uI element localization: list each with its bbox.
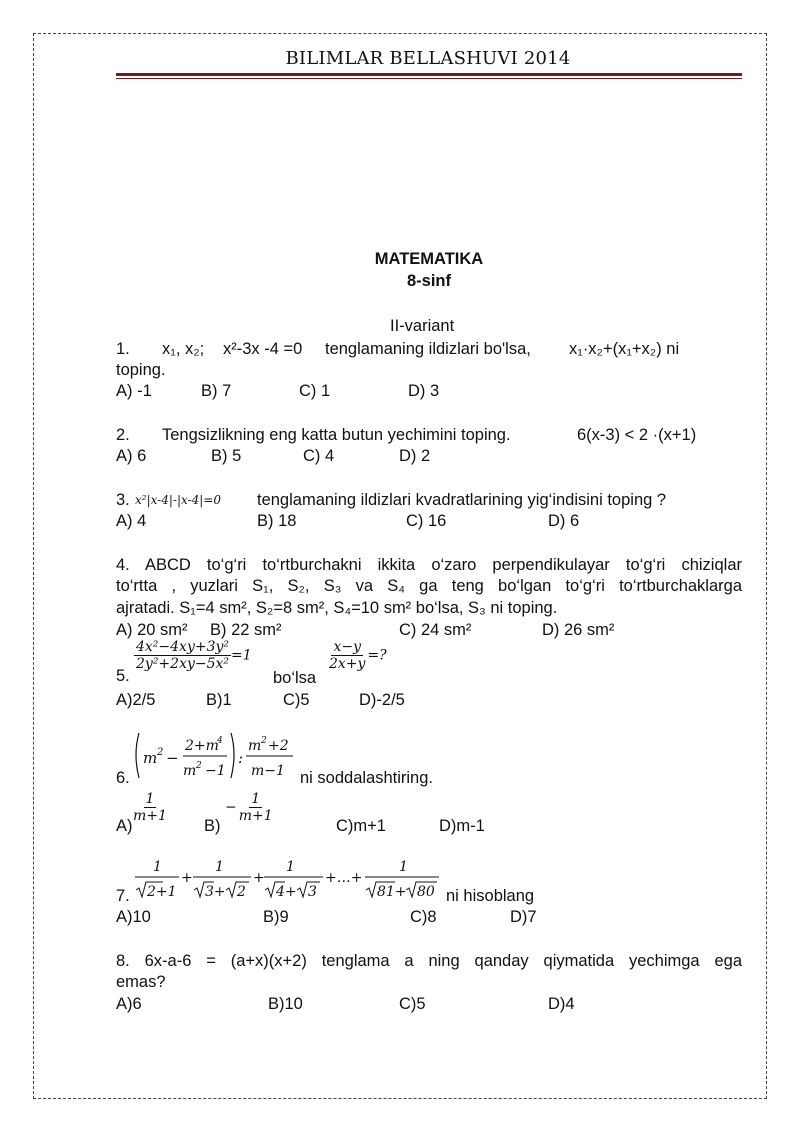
svg-text:2: 2 <box>157 747 164 758</box>
q5-option-b: B)1 <box>206 691 232 709</box>
q3-number: 3. <box>116 491 130 509</box>
q4-line-2: to‘rtta , yuzlari S₁, S₂, S₃ va S₄ ga teng bo‘lgan to‘g‘ri to‘rtburchaklarga <box>116 577 742 595</box>
q2-number: 2. <box>116 426 130 444</box>
q7-option-c: C)8 <box>410 908 437 926</box>
q8-line-2: emas? <box>116 973 166 991</box>
q8-option-a: A)6 <box>116 995 142 1013</box>
q1-equation: x²-3x -4 =0 <box>223 340 303 358</box>
q4-line-3: ajratadi. S₁=4 sm², S₂=8 sm², S₄=10 sm² bo‘lsa, S₃ ni toping. <box>116 599 558 617</box>
q5-formula-1 <box>134 639 252 672</box>
subject-title: MATEMATIKA <box>374 250 484 268</box>
q5-option-a: A)2/5 <box>116 691 156 709</box>
svg-text:+…+: +…+ <box>325 870 363 886</box>
header-rule-thick <box>116 73 742 76</box>
svg-text:2: 2 <box>237 884 246 900</box>
q1-expression: x₁·x₂+(x₁+x₂) ni <box>569 340 680 358</box>
svg-text:81+: 81+ <box>377 884 407 900</box>
svg-text:1: 1 <box>215 859 224 875</box>
q5-option-c: C)5 <box>283 691 310 709</box>
q6-text: ni soddalashtiring. <box>300 769 433 787</box>
svg-text:4+: 4+ <box>276 884 297 900</box>
svg-text:m−1: m−1 <box>251 763 285 779</box>
q5-f2-denominator: 2x+y <box>329 656 366 673</box>
q2-expression: 6(x-3) < 2 ·(x+1) <box>577 426 697 444</box>
svg-text:1: 1 <box>153 859 162 875</box>
q7-number: 7. <box>116 887 130 905</box>
q3-option-d: D) 6 <box>548 512 580 530</box>
q7-text: ni hisoblang <box>446 887 535 905</box>
q4-option-a: A) 20 sm² <box>116 621 188 639</box>
q6-number: 6. <box>116 769 130 787</box>
q7-option-a: A)10 <box>116 908 151 926</box>
svg-text:4: 4 <box>217 736 223 746</box>
header-rule-thin <box>116 78 742 79</box>
q5-f1-rhs: =1 <box>231 647 252 664</box>
q6-option-a-label: A) <box>116 817 133 835</box>
q1-vars: x₁, x₂; <box>162 340 205 358</box>
svg-text:−1: −1 <box>205 763 226 779</box>
q4-option-c: C) 24 sm² <box>399 621 472 639</box>
q5-f1-numerator: 4x²−4xy+3y² <box>136 639 230 655</box>
q2-option-d: D) 2 <box>399 447 431 465</box>
q6-option-b-fraction <box>225 791 275 824</box>
q6-option-a-denominator: m+1 <box>133 808 167 825</box>
q3-option-c: C) 16 <box>406 512 447 530</box>
svg-text:m: m <box>248 738 262 754</box>
q5-option-d: D)-2/5 <box>359 691 405 709</box>
q5-f2-numerator: x−y <box>333 639 361 655</box>
q1-option-b: B) 7 <box>201 382 232 400</box>
header-title: BILIMLAR BELLASHUVI 2014 <box>285 48 571 69</box>
q3-option-b: B) 18 <box>257 512 297 530</box>
svg-text:2: 2 <box>196 761 202 771</box>
svg-text:m: m <box>183 763 197 779</box>
svg-text:3: 3 <box>308 884 317 900</box>
q1-option-a: A) -1 <box>116 382 152 400</box>
svg-text:80: 80 <box>417 884 435 900</box>
svg-text:+: + <box>253 870 265 886</box>
q6-option-b-numerator: 1 <box>251 791 261 807</box>
q6-option-b-denominator: m+1 <box>238 808 273 825</box>
q6-option-d: D)m-1 <box>439 817 485 835</box>
q3-text: tenglamaning ildizlari kvadratlarining yig‘indisini toping ? <box>257 491 667 509</box>
q1-text: tenglamaning ildizlari bo'lsa, <box>325 340 531 358</box>
q2-option-a: A) 6 <box>116 447 147 465</box>
svg-text:1: 1 <box>399 859 408 875</box>
q6-option-c: C)m+1 <box>336 817 386 835</box>
q6-option-a-numerator: 1 <box>145 791 155 807</box>
q7-formula <box>133 855 443 903</box>
q6-formula <box>133 730 298 782</box>
q1-option-c: C) 1 <box>299 382 331 400</box>
q5-f2-rhs: =? <box>367 647 387 664</box>
svg-text:+: + <box>181 870 193 886</box>
svg-text:2: 2 <box>261 736 267 746</box>
svg-text:m: m <box>143 749 158 767</box>
q2-option-c: C) 4 <box>303 447 335 465</box>
q5-formula-2 <box>327 639 387 672</box>
q1-option-d: D) 3 <box>408 382 440 400</box>
q3-option-a: A) 4 <box>116 512 147 530</box>
q1-number: 1. <box>116 340 130 358</box>
q4-option-b: B) 22 sm² <box>210 621 282 639</box>
q4-option-d: D) 26 sm² <box>542 621 615 639</box>
q8-option-d: D)4 <box>548 995 575 1013</box>
grade-title: 8-sinf <box>406 272 451 290</box>
svg-text::: : <box>238 749 244 767</box>
svg-text:1: 1 <box>286 859 295 875</box>
q7-option-b: B)9 <box>263 908 289 926</box>
q8-line-1: 8. 6x-a-6 = (a+x)(x+2) tenglama a ning qanday qiymatida yechimga ega <box>116 952 742 970</box>
q6-option-b-label: B) <box>204 817 221 835</box>
q4-line-1: 4. ABCD to‘g‘ri to‘rtburchakni ikkita o‘zaro perpendikulayar to‘g‘ri chiziqlar <box>116 556 742 574</box>
q8-option-c: C)5 <box>399 995 426 1013</box>
q5-f1-denominator: 2y²+2xy−5x² <box>136 656 230 673</box>
q5-number: 5. <box>116 667 130 685</box>
svg-text:3+: 3+ <box>205 884 226 900</box>
q2-option-b: B) 5 <box>211 447 242 465</box>
q6-option-a-fraction <box>131 791 169 824</box>
variant-label: II-variant <box>390 317 455 335</box>
svg-text:2+m: 2+m <box>185 738 219 754</box>
q8-option-b: B)10 <box>268 995 303 1013</box>
q2-text: Tengsizlikning eng katta butun yechimini toping. <box>162 426 511 444</box>
svg-text:+2: +2 <box>268 738 289 754</box>
q5-text: bo‘lsa <box>273 669 317 687</box>
q3-formula: x²|x-4|-|x-4|=0 <box>135 493 221 507</box>
svg-text:−: − <box>166 749 179 767</box>
q1-text-2: toping. <box>116 361 166 379</box>
q7-option-d: D)7 <box>510 908 537 926</box>
svg-text:2+1: 2+1 <box>147 884 177 900</box>
q6-option-b-minus-sign: − <box>225 799 237 816</box>
